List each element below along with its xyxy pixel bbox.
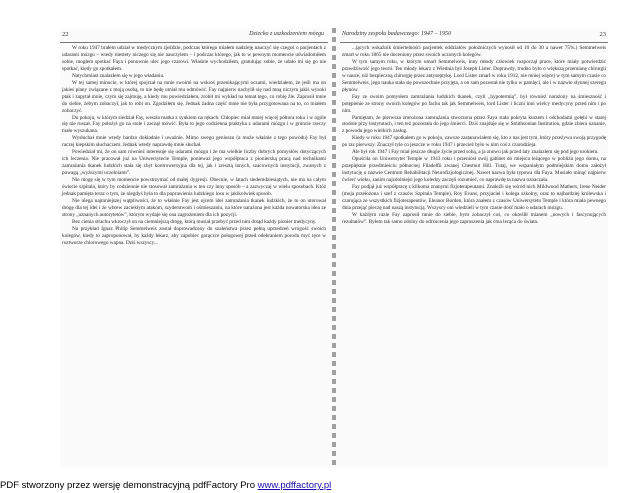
left-page — [60, 28, 328, 468]
running-head-right: Narodziny zespołu badawczego: 1947 – 1950 — [342, 31, 451, 37]
paragraph: Pamiętam, że pierwsza zmrożona zamrażania stworzona przez Faya stała pokryta kurzem i odchodami gołębi w starej stodole przy instytutach, i ten też pozostała do jego śmierci. Dziś znajduje się w Smithsonian Institution, gdzie zbiera uznanie, z powodu jego wielkich zasług. — [342, 114, 606, 135]
book-spread — [60, 28, 608, 468]
left-page-body — [62, 45, 326, 466]
page-number-right: 23 — [599, 31, 606, 38]
paragraph: Wysłuchał mnie wtedy bardzo dokładnie i uważnie. Mimo swego geniuszu (a może właśnie z tego powodu) Fay był raczej kiepskim słuchaczem. Jednak wtedy naprawdę mnie słuchał. — [62, 135, 326, 149]
running-head-left: Dziecko z uszkodzeniem mózgu — [249, 31, 324, 37]
paragraph: ...jących wskaźnik śmiertelności pacjentek oddziałów położniczych wynosił od 10 do 30 a nawet 75%.) Semmelweis zmarł w roku 1865 nie doceniony przez swoich uczonych kolegów. — [342, 45, 606, 58]
paragraph: W każdym razie Fay zaprosił mnie do siebie, bym zobaczył coś, co określił mianem „nowych i fascynujących rezultatów”. Byłem tak samo zdolny do odrzucenia jego zaproszenia jak ćma lecąca do świata. — [342, 211, 606, 225]
paragraph: W roku 1947 brałem udział w medycznym zjeździe, podczas którego miałem nadzieję nauczyć się czegoś o pacjentach z udarami mózgu – wtedy niestety niczego się nie nauczyłem – i podczas którego, jak to w pewnym momencie uświadomiłem sobie, mogłem spotkać Faya i ponownie ulec jego czarowi. Właśnie wychodziłem, gratulując sobie, że udało mi się go nie spotkać, kiedy go spotkałem. — [62, 45, 326, 72]
paragraph: Kiedy w roku 1947 spotkałem go w pokoju, zawsze zastanawiałem się, kto z nas jest tym, który przeżywa swoją przygodę po raz pierwszy. Znaczył tyle co jeszcze w roku 1947 i przecież było w nim coś z czarodzieja. — [342, 135, 606, 149]
right-page-header — [340, 30, 608, 43]
paragraph: Fay podjął już współpracę z kilkoma znanymi fizjoterapeutami. Znaleźli się wśród nich Mildwood Mathers, Irene Neider (moja przełożona i szef z czasów Szpitala Temple), Roy Evans, przyjaciel i kolega szkolny, oraz to najbardziej królewska i czarująca ze wszystkich fizjoterapeutów, Eleanor Borden, która znałem z czasów Uniwersytetu Temple i która miała pewnego dnia przejąć pieczę nad naszą instytucją. Wszyscy oni wiedzieli w tym czasie dość mało o udarach mózgu. — [342, 184, 606, 211]
paragraph: Ale był rok 1947 i Fay miał jeszcze długie życie przed sobą, a ja znowu jak przed laty znalazłem się pod jego urokiem. — [352, 149, 599, 156]
paragraph: W tym samym roku, w którym umarł Semmelweis, inny młody człowiek rozpoczął prace, które miały potwierdzić prawdziwość jego teorii. Ten młody lekarz z Wiednia był Joseph Lister. Doprawdy, trudno było o większą przemianę chirurgii w nauce, niż bezpieczną chirurgię przez antyseptykę. Lord Lister zmarł w roku 1912, nie mniej więcej w tym samym czasie co Semmelweis, jego nauka stała się powszechnie przyjęta, a on sam pozostał nie tylko w pamięci, ale i w nazwie słynnej szeregu płynów. — [342, 58, 606, 93]
paragraph: Na przykład Ignaz Philip Semmelweis został doprowadzony do szaleństwa przez pełną uprzedzeń wrogość swoich kolegów, kiedy to zaproponował, by każdy lekarz, aby zapobiec gorączce połogowej przed odebraniem porodu myć ręce w roztworze chlorowego wapna. Dziś wszyscy... — [62, 225, 326, 246]
binding-gutter — [332, 28, 336, 468]
pdf-watermark-note — [0, 479, 638, 493]
page-number-left: 22 — [62, 31, 69, 38]
left-page-header — [60, 30, 328, 43]
right-page-body — [342, 45, 606, 466]
paragraph: Bez cienia strachu wkroczył on na ciemniejszą drogę, którą musiał przebyć przed nim dotąd każdy pionier medycyny. — [72, 218, 317, 225]
paragraph: Natychmiast znalazłem się w jego władaniu. — [72, 72, 165, 79]
paragraph: Nie mogę się w tym momencie powstrzymać od małej dygresji. Obecnie, w latach siedemdziesiątych, nie ma na całym świecie szpitala, który by codziennie nie stosował zamrażania w ten czy inny sposób – a zazwyczaj w wielu sposobach. Któż jednak pamięta teraz o tym, że niegdyś była to dla poprawienia ludzkiego losu w jakikolwiek sposób. — [62, 177, 326, 198]
paragraph: Nie ulega najmniejszej wątpliwości, że to właśnie Fay jest ojcem idei zamrażania tkanek ludzkich, że to on utorował drogę dla tej idei i że wbrew zaciekłym atakom, szyderstwom i ośmieszaniu, na które narażona jest każda nowatorska idea ze strony „uznanych autorytetów”, którym wydaje się ona zagrożeniem dla ich pozycji. — [62, 197, 326, 218]
paragraph: Opuściła on Uniwersytet Temple w 1943 roku i przeniósł swój gabinet do miejsca leżącego w pobliżu jego domu, na przepięknie przedmieściu północnej Filadelfii zwanej Chestnut Hill. Tutaj, we wspaniałym podmiejskim domu założył instytucję o nazwie Centrum Rehabilitacji Neurofizjologicznej. Nawet nazwa była typowa dla Faya. Musiało minąć najpierw ćwierć wieku, zanim najzdolniejsi jego koledzy zaczęli rozumieć, co naprawdę ta nazwa oznaczała. — [342, 156, 606, 184]
watermark-link[interactable]: www.pdffactory.pl — [257, 480, 332, 491]
paragraph: Fay ze swoim pomysłem zamrażania ludzkich tkanek, czyli „hypotermią”, był również narażony na śmieszność i potępienie ze strony swoich kolegów po fachu tak jak Semmelweis, lord Lister i liczni inni wielcy medycyny przed nim i po nim. — [342, 93, 606, 114]
right-page — [340, 28, 608, 468]
paragraph: Powiedział mi, że on sam również interesuje się udarami mózgu i że ma wielkie liczby dobrych pomysłów dotyczących ich leczenia. Nie pracował już na Uniwersytecie Temple, ponieważ jego współpraca z pionierską pracą nad technikami zamrażania tkanek ludzkich stała się zbyt kontrowersyjna dla tej, jak i zresztą innych, szacownych instytucji, zwanych z powagą „wyższymi uczelniami”. — [62, 149, 326, 177]
paragraph: W tej samej minucie, w której spojrzał na mnie swoimi na wskroś przenikającymi oczami, wiedziałem, że jeśli ma on jakieś plany związane z moją osobą, to nie będę umiał mu odmówić. Fay najpierw nachylił się nad mną niczym jakiś wysoki ptak i zapytał mnie, czym się zajmuję, a kiedy mu powiedziałem, zrobił mi wykład na temat tego, co robię źle. Zaprosił mnie do siebie, żebym zobaczył, jak to robi on. Zgodziłem się. Jednak żadna część mnie nie była przygotowana na to, co miałem zobaczyć. — [62, 79, 326, 114]
watermark-text: PDF stworzony przez wersję demonstracyjną pdfFactory Pro — [0, 480, 258, 491]
paragraph: Do pokoju, w którym siedział Fay, weszła matka z synkiem na rękach. Chłopiec miał mniej więcej półtora roku i w ogóle się nie ruszał. Fay położył go na stole i zaczął mówić. Była to jego codzienna praktyka z udarami mózgu i w gruncie rzeczy mało wyszukana. — [62, 114, 326, 135]
